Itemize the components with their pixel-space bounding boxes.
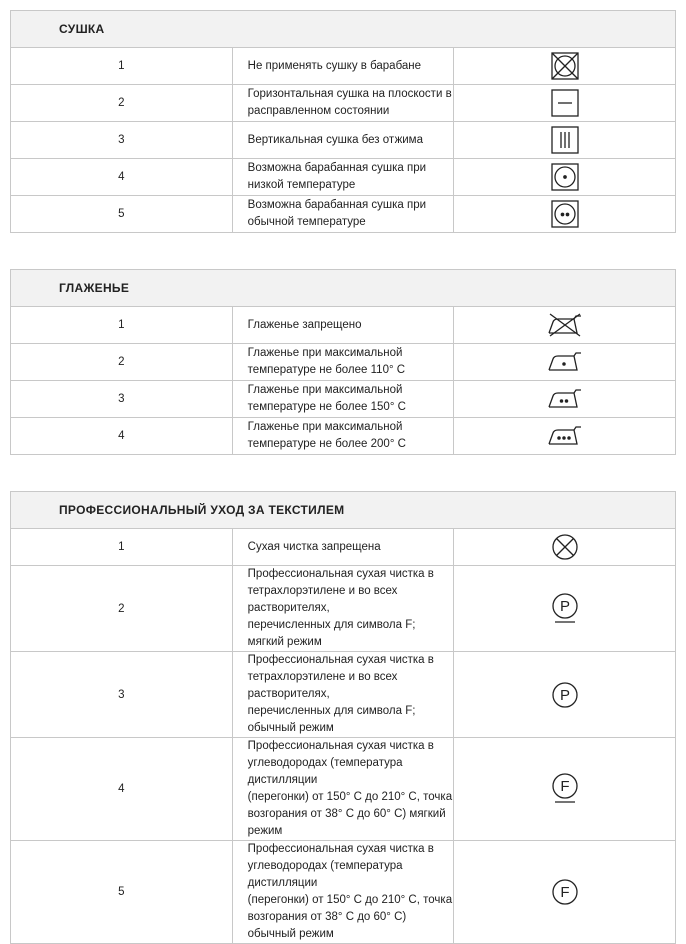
iron-prohibited-icon [546,312,584,338]
table-row [11,307,676,344]
row-description: Профессиональная сухая чистка в углеводородах (температура дистилляции (перегонки) от 150° С до 210° С, точка возгорания от 38° С до 60° С) обычный режим [232,841,454,944]
svg-text:P: P [559,597,570,615]
svg-text:F: F [560,778,570,795]
dry-clean-p-gentle-icon [550,592,580,626]
row-description: Глаженье запрещено [232,307,454,344]
row-number: 1 [11,48,233,85]
table-row [11,48,676,85]
row-description: Не применять сушку в барабане [232,48,454,85]
table-row [11,196,676,233]
row-description: Глаженье при максимальной температуре не более 110° С [232,344,454,381]
row-number: 1 [11,529,233,566]
table-row [11,841,676,944]
row-number: 5 [11,841,233,944]
tumble-dry-prohibited-icon [550,51,580,81]
iron-low-icon [546,349,584,375]
table-row [11,652,676,738]
table-row [11,381,676,418]
dry-flat-icon [550,88,580,118]
row-description: Вертикальная сушка без отжима [232,122,454,159]
row-description: Сухая чистка запрещена [232,529,454,566]
table-row [11,529,676,566]
row-description: Глаженье при максимальной температуре не более 150° С [232,381,454,418]
drying-table [10,10,676,233]
row-description: Горизонтальная сушка на плоскости в расправленном состоянии [232,85,454,122]
row-number: 5 [11,196,233,233]
table-row [11,85,676,122]
row-number: 4 [11,159,233,196]
table-row [11,122,676,159]
row-description: Профессиональная сухая чистка в тетрахлорэтилене и во всех растворителях, перечисленных для символа F; мягкий режим [232,566,454,652]
svg-text:F: F [560,884,570,901]
dry-clean-f-icon [550,877,580,907]
table-row [11,566,676,652]
dry-clean-p-icon [550,680,580,710]
row-number: 3 [11,652,233,738]
tumble-dry-low-icon [550,162,580,192]
table-row [11,418,676,455]
row-description: Возможна барабанная сушка при обычной температуре [232,196,454,233]
section-title: ПРОФЕССИОНАЛЬНЫЙ УХОД ЗА ТЕКСТИЛЕМ [11,492,676,529]
row-number: 2 [11,344,233,381]
section-title: СУШКА [11,11,676,48]
row-number: 2 [11,566,233,652]
drip-dry-icon [550,125,580,155]
iron-high-icon [546,423,584,449]
row-number: 4 [11,738,233,841]
row-number: 3 [11,122,233,159]
row-number: 4 [11,418,233,455]
row-description: Профессиональная сухая чистка в тетрахлорэтилене и во всех растворителях, перечисленных для символа F; обычный режим [232,652,454,738]
row-number: 2 [11,85,233,122]
row-description: Возможна барабанная сушка при низкой температуре [232,159,454,196]
section-title: ГЛАЖЕНЬЕ [11,270,676,307]
table-row [11,159,676,196]
table-row [11,738,676,841]
row-description: Профессиональная сухая чистка в углеводородах (температура дистилляции (перегонки) от 150° С до 210° С, точка возгорания от 38° С до 60° С) мягкий режим [232,738,454,841]
iron-medium-icon [546,386,584,412]
row-description: Глаженье при максимальной температуре не более 200° С [232,418,454,455]
dry-clean-prohibited-icon [550,532,580,562]
ironing-table [10,269,676,455]
svg-text:P: P [559,686,570,704]
tumble-dry-normal-icon [550,199,580,229]
dry-clean-f-gentle-icon [550,772,580,806]
textile-care-table [10,491,676,944]
row-number: 1 [11,307,233,344]
table-row [11,344,676,381]
row-number: 3 [11,381,233,418]
